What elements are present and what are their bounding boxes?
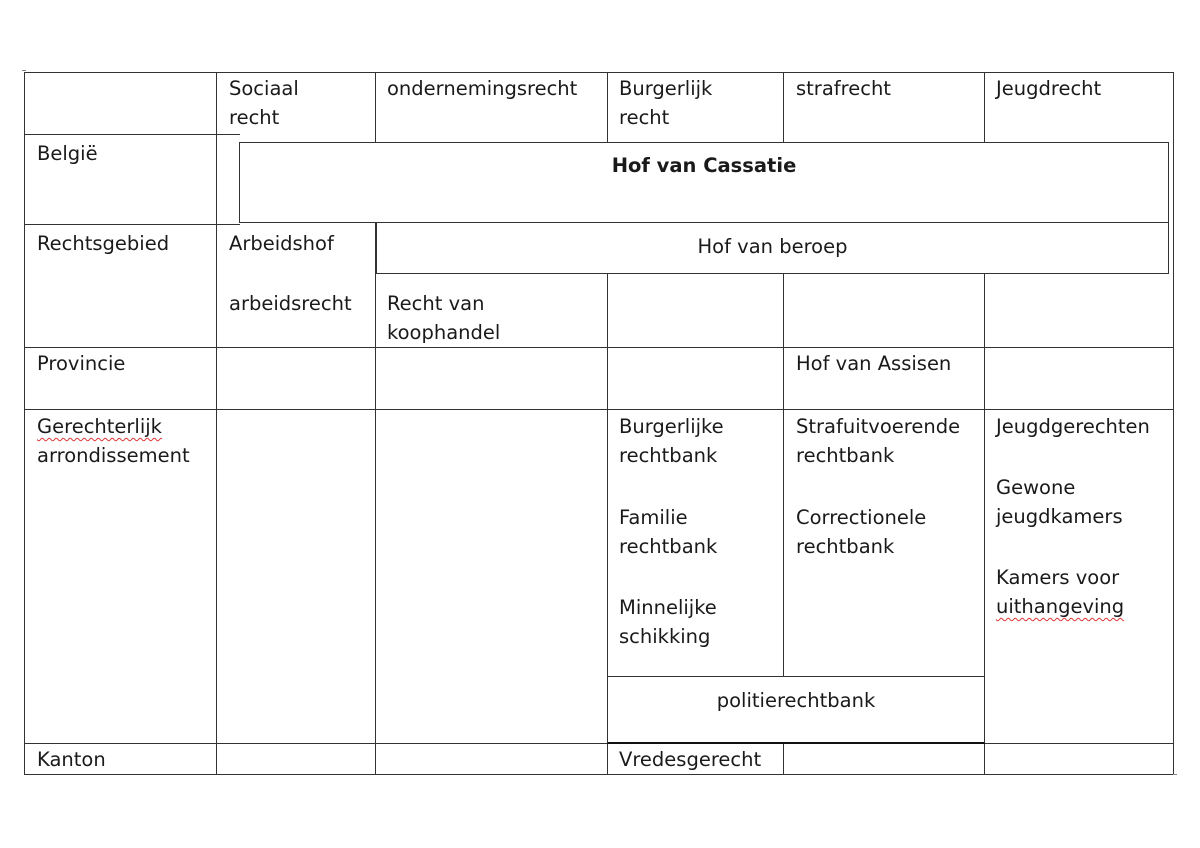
col-line — [783, 743, 784, 774]
row-line — [24, 743, 608, 744]
row-line — [24, 347, 1174, 348]
cell-arbeidshof: Arbeidshof — [229, 232, 334, 255]
row-line — [24, 409, 1174, 410]
politierechtbank-label: politierechtbank — [716, 689, 876, 712]
cell-vredesgerecht: Vredesgerecht — [619, 748, 762, 771]
col-line — [216, 72, 217, 775]
corner-mark — [1173, 774, 1177, 775]
corner-mark — [22, 70, 26, 71]
row-label-provincie: Provincie — [37, 352, 126, 375]
cell-familie-rechtbank: Familie rechtbank — [619, 506, 718, 558]
hof-van-beroep-label: Hof van beroep — [697, 235, 848, 258]
cell-arbeidsrecht: arbeidsrecht — [229, 292, 352, 315]
header-strafrecht: strafrecht — [796, 77, 891, 100]
row-line — [24, 134, 240, 135]
header-jeugdrecht: Jeugdrecht — [996, 77, 1102, 100]
header-sociaal: Sociaal recht — [229, 77, 299, 129]
cell-gewone-jeugdkamers: Gewone jeugdkamers — [996, 476, 1123, 528]
cell-minnelijke-schikking: Minnelijke schikking — [619, 596, 717, 648]
cell-burgerlijke-rechtbank: Burgerlijke rechtbank — [619, 415, 724, 467]
table-border-top — [24, 72, 1174, 73]
cell-kamers-voor-uithangeving: Kamers voor uithangeving — [996, 566, 1125, 618]
cell-recht-van-koophandel: Recht van koophandel — [387, 292, 501, 344]
cell-correctionele-rechtbank: Correctionele rechtbank — [796, 506, 927, 558]
table-border-left — [24, 72, 25, 775]
row-label-belgie: België — [37, 142, 98, 165]
row-label-gerechtelijk: Gerechterlijk arrondissement — [37, 415, 190, 467]
hof-van-cassatie-label: Hof van Cassatie — [611, 154, 797, 177]
row-line — [984, 743, 1174, 744]
header-burgerlijk: Burgerlijk recht — [619, 77, 713, 129]
header-onderneming: ondernemingsrecht — [387, 77, 578, 100]
cell-jeugdgerechten: Jeugdgerechten — [996, 415, 1150, 438]
row-label-kanton: Kanton — [37, 748, 106, 771]
cell-hof-van-assisen: Hof van Assisen — [796, 352, 952, 375]
row-label-rechtsgebied: Rechtsgebied — [37, 232, 170, 255]
row-line — [24, 224, 240, 225]
table-border-right — [1173, 72, 1174, 775]
cell-strafuitvoerende-rechtbank: Strafuitvoerende rechtbank — [796, 415, 961, 467]
table-border-bottom — [24, 774, 1174, 775]
